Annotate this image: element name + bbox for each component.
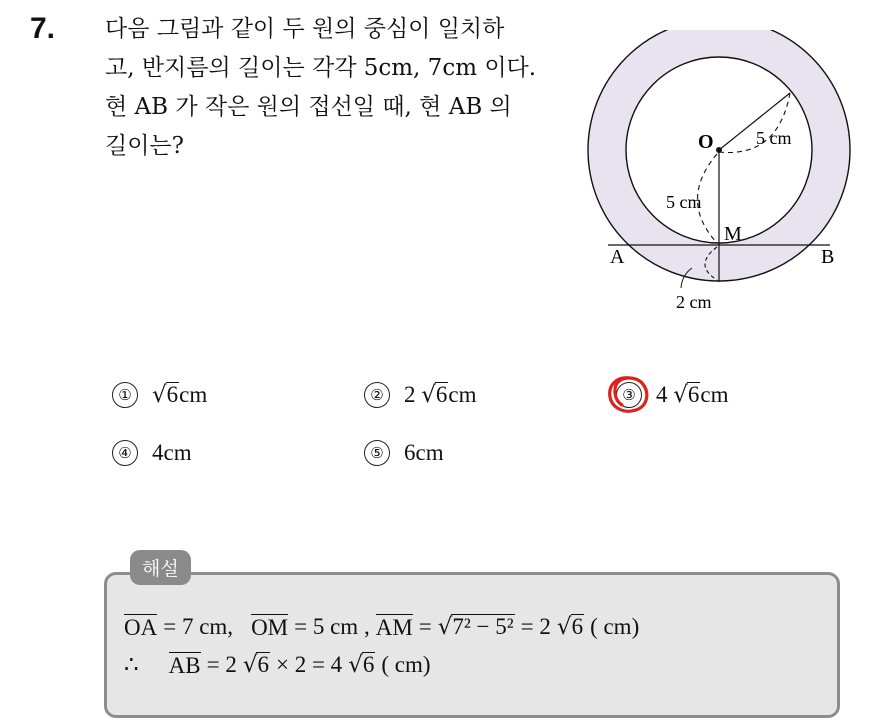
choice-2[interactable] (364, 382, 477, 408)
solution-box (104, 572, 840, 718)
choice-marker: ⑤ (364, 440, 390, 466)
label-radius-top: 5 cm (756, 128, 792, 148)
label-gap: 2 cm (676, 292, 712, 312)
question-number: 7. (30, 12, 56, 45)
question-text (105, 10, 565, 166)
solution-tag: 해설 (130, 550, 191, 585)
segment-am: AM (375, 615, 413, 640)
question-line: 현 AB 가 작은 원의 접선일 때, 현 AB 의 (105, 94, 512, 120)
sqrt-expression: √ 7² − 5² (437, 614, 514, 641)
choice-value: 4cm (152, 440, 192, 465)
choice-5[interactable] (364, 440, 444, 466)
label-a: A (610, 246, 625, 268)
choice-marker: ① (112, 382, 138, 408)
answer-circle-mark (604, 372, 654, 418)
concentric-circles-figure (578, 30, 860, 320)
choice-1[interactable] (112, 382, 207, 408)
question-line: 다음 그림과 같이 두 원의 중심이 일치하 (105, 16, 505, 42)
label-radius-left: 5 cm (666, 192, 702, 212)
label-o: O (698, 131, 714, 153)
label-m: M (724, 223, 742, 245)
choice-4[interactable] (112, 440, 192, 466)
solution-line-2: ∴ AB = 2 √ 6 × 2 = 4 √ 6 ( cm) (124, 652, 431, 679)
choice-value: 4 √ 6 cm (656, 382, 729, 408)
segment-ab: AB (168, 653, 201, 678)
choice-marker: ④ (112, 440, 138, 466)
question-line: 길이는? (105, 133, 184, 159)
choice-value: 2 √ 6 cm (404, 382, 477, 408)
solution-line-1: OA = 7 cm, OM = 5 cm , AM = √ 7² − 5² = 2 √ 6 ( cm) (124, 614, 640, 641)
segment-oa: OA (124, 615, 158, 640)
choice-value: 6cm (404, 440, 444, 465)
choice-marker: ② (364, 382, 390, 408)
choice-marker: ③ (616, 382, 642, 408)
question-line: 고, 반지름의 길이는 각각 5cm, 7cm 이다. (105, 55, 537, 81)
label-b: B (821, 246, 835, 268)
segment-om: OM (251, 615, 289, 640)
choice-value: √ 6 cm (152, 382, 208, 408)
